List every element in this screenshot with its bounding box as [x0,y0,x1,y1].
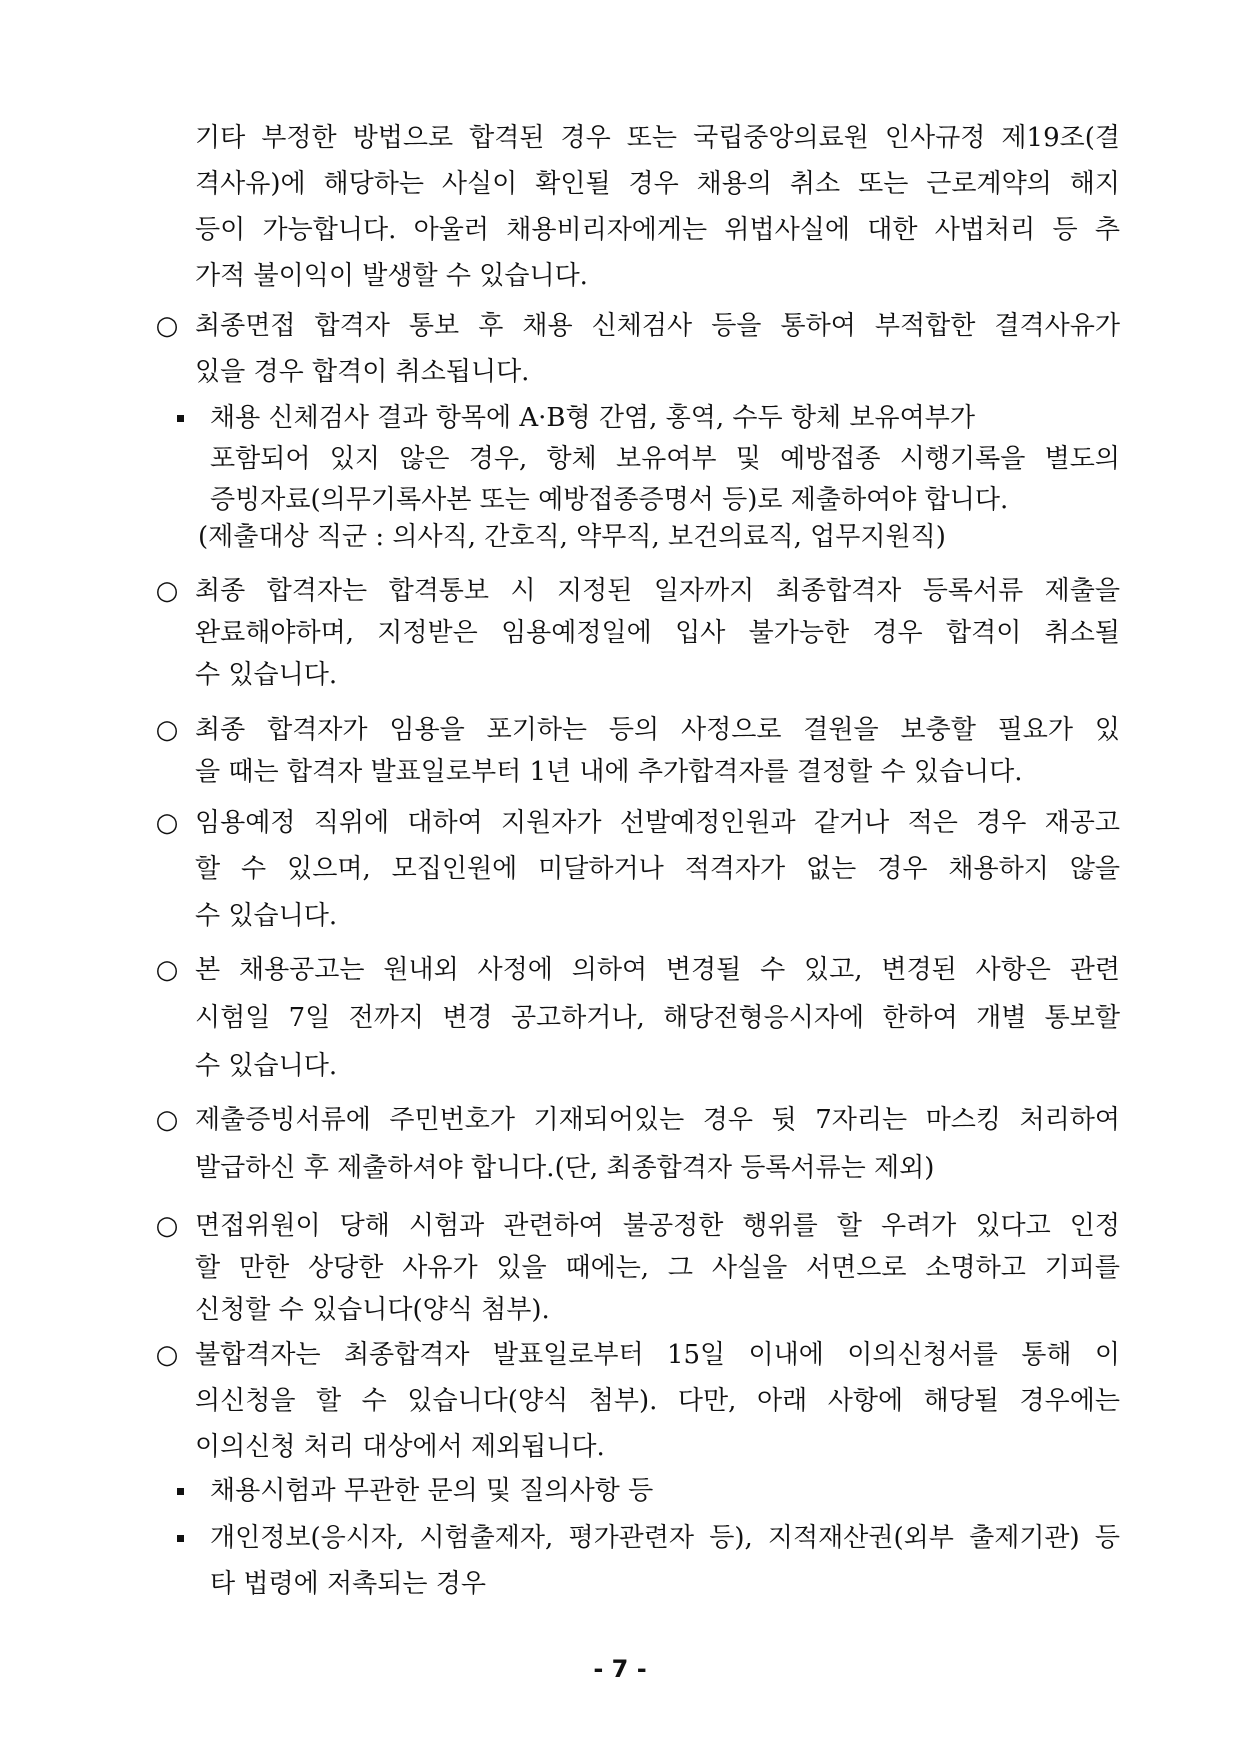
text-line: 완료해야하며, 지정받은 임용예정일에 입사 불가능한 경우 합격이 취소될 [195,618,1120,648]
circle-bullet-icon: ○ [155,311,179,341]
page-number: - 7 - [593,1655,647,1683]
text-line: 이의신청 처리 대상에서 제외됩니다. [195,1432,605,1462]
text-line: 증빙자료(의무기록사본 또는 예방접종증명서 등)로 제출하여야 합니다. [210,485,1009,515]
text-line: 등이 가능합니다. 아울러 채용비리자에게는 위법사실에 대한 사법처리 등 추 [195,215,1120,245]
text-line: 개인정보(응시자, 시험출제자, 평가관련자 등), 지적재산권(외부 출제기관) 등 [210,1523,1120,1553]
text-line: 불합격자는 최종합격자 발표일로부터 15일 이내에 이의신청서를 통해 이 [195,1340,1120,1370]
circle-bullet-icon: ○ [155,955,179,985]
text-line: 채용시험과 무관한 문의 및 질의사항 등 [210,1476,654,1506]
text-line: 할 만한 상당한 사유가 있을 때에는, 그 사실을 서면으로 소명하고 기피를 [195,1253,1120,1283]
text-line: (제출대상 직군 : 의사직, 간호직, 약무직, 보건의료직, 업무지원직) [198,522,946,552]
text-line: 격사유)에 해당하는 사실이 확인될 경우 채용의 취소 또는 근로계약의 해지 [195,169,1120,199]
text-line: 본 채용공고는 원내외 사정에 의하여 변경될 수 있고, 변경된 사항은 관련 [195,955,1120,985]
text-line: 타 법령에 저촉되는 경우 [210,1569,486,1599]
circle-bullet-icon: ○ [155,1211,179,1241]
circle-bullet-icon: ○ [155,1105,179,1135]
text-line: 있을 경우 합격이 취소됩니다. [195,357,530,387]
text-line: 할 수 있으며, 모집인원에 미달하거나 적격자가 없는 경우 채용하지 않을 [195,854,1120,884]
text-line: 임용예정 직위에 대하여 지원자가 선발예정인원과 같거나 적은 경우 재공고 [195,808,1120,838]
text-line: 발급하신 후 제출하셔야 합니다.(단, 최종합격자 등록서류는 제외) [195,1153,935,1183]
text-line: 의신청을 할 수 있습니다(양식 첨부). 다만, 아래 사항에 해당될 경우에는 [195,1386,1120,1416]
square-bullet-icon [177,1535,184,1542]
circle-bullet-icon: ○ [155,715,179,745]
circle-bullet-icon: ○ [155,808,179,838]
text-line: 제출증빙서류에 주민번호가 기재되어있는 경우 뒷 7자리는 마스킹 처리하여 [195,1105,1120,1135]
square-bullet-icon [177,1488,184,1495]
square-bullet-icon [177,415,184,422]
text-line: 포함되어 있지 않은 경우, 항체 보유여부 및 예방접종 시행기록을 별도의 [210,444,1120,474]
text-line: 수 있습니다. [195,901,338,931]
text-line: 최종면접 합격자 통보 후 채용 신체검사 등을 통하여 부적합한 결격사유가 [195,311,1120,341]
text-line: 수 있습니다. [195,1051,338,1081]
text-line: 시험일 7일 전까지 변경 공고하거나, 해당전형응시자에 한하여 개별 통보할 [195,1003,1120,1033]
text-line: 최종 합격자는 합격통보 시 지정된 일자까지 최종합격자 등록서류 제출을 [195,576,1120,606]
text-line: 신청할 수 있습니다(양식 첨부). [195,1295,550,1325]
text-line: 을 때는 합격자 발표일로부터 1년 내에 추가합격자를 결정할 수 있습니다. [195,757,1023,787]
text-line: 최종 합격자가 임용을 포기하는 등의 사정으로 결원을 보충할 필요가 있 [195,715,1120,745]
text-line: 면접위원이 당해 시험과 관련하여 불공정한 행위를 할 우려가 있다고 인정 [195,1211,1120,1241]
circle-bullet-icon: ○ [155,1340,179,1370]
text-line: 기타 부정한 방법으로 합격된 경우 또는 국립중앙의료원 인사규정 제19조(결 [195,123,1120,153]
text-line: 수 있습니다. [195,660,338,690]
circle-bullet-icon: ○ [155,576,179,606]
text-line: 가적 불이익이 발생할 수 있습니다. [195,261,588,291]
text-line: 채용 신체검사 결과 항목에 A·B형 간염, 홍역, 수두 항체 보유여부가 [210,403,975,433]
